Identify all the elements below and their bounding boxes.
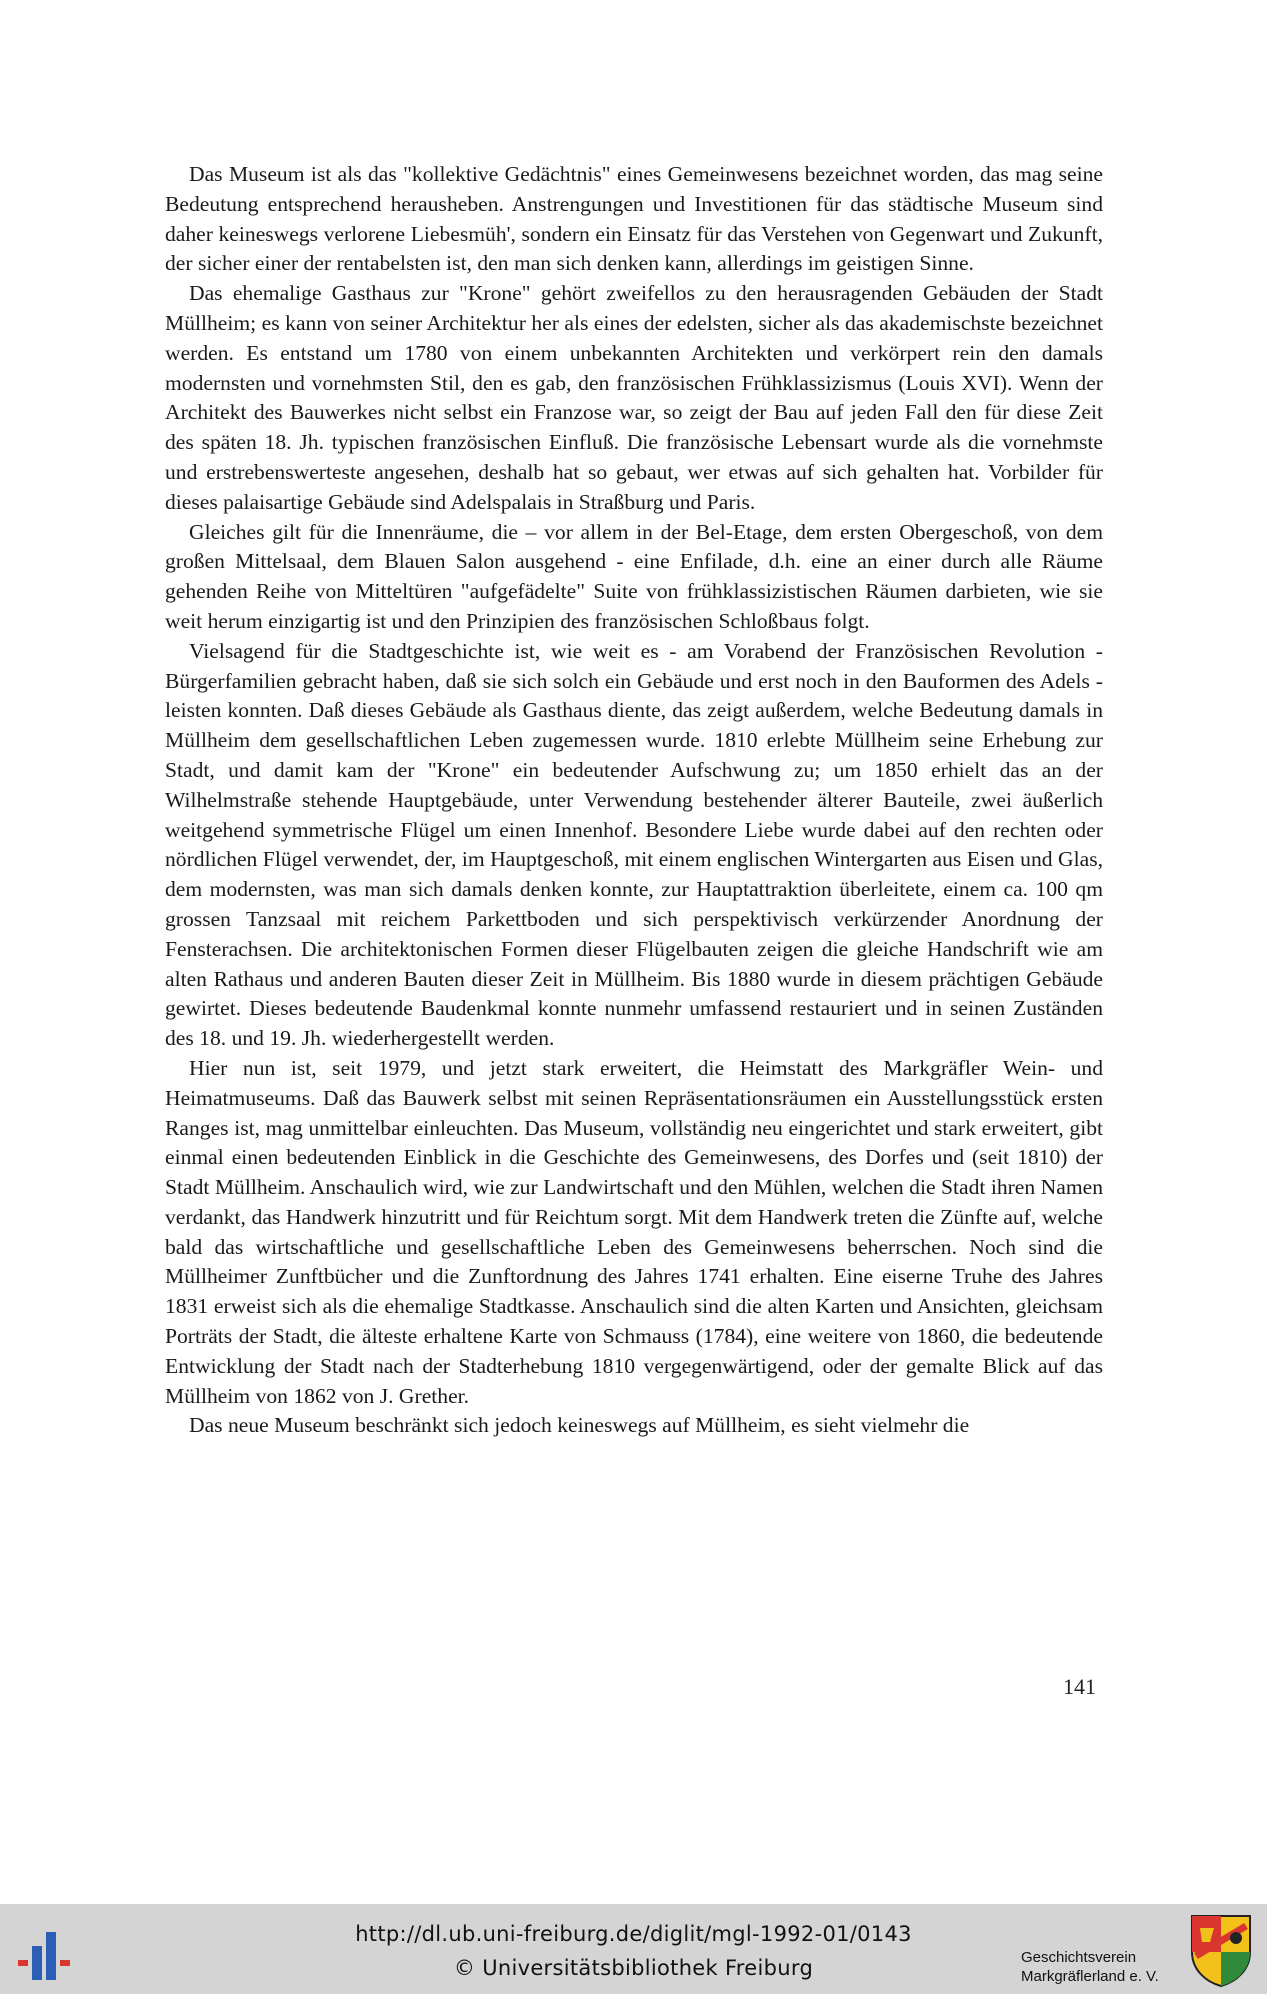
paragraph: Vielsagend für die Stadtgeschichte ist, wie weit es - am Vorabend der Französischen Revolution - Bürgerfamilien gebracht haben, daß sie sich solch ein Gebäude und erst noch in den Bauformen des Adels - leisten konnten. Daß dieses Gebäude als Gasthaus diente, das zeigt außerdem, welche Bedeutung damals in Müllheim dem gesellschaftlichen Leben zugemessen wurde. 1810 erlebte Müllheim seine Erhebung zur Stadt, und damit kam der "Krone" ein bedeutender Aufschwung zu; um 1850 erhielt das an der Wilhelmstraße stehende Hauptgebäude, unter Verwendung bestehender älterer Bauteile, zwei äußerlich weitgehend symmetrische Flügel um einen Innenhof. Besondere Liebe wurde dabei auf den rechten oder nördlichen Flügel verwendet, der, im Hauptgeschoß, mit einem englischen Wintergarten aus Eisen und Glas, dem modernsten, was man sich damals denken konnte, zur Hauptattraktion überleitete, einem ca. 100 qm grossen Tanzsaal mit reichem Parkettboden und sich perspektivisch verkürzender Anordnung der Fensterachsen. Die architektonischen Formen dieser Flügelbauten zeigen die gleiche Handschrift wie am alten Rathaus und anderen Bauten dieser Zeit in Müllheim. Bis 1880 wurde in diesem prächtigen Gebäude gewirtet. Dieses bedeutende Baudenkmal konnte nunmehr umfassend restauriert und in seinen Zuständen des 18. und 19. Jh. wiederhergestellt werden. (165, 638, 1103, 1051)
society-name-line1: Geschichtsverein (1021, 1949, 1137, 1966)
coat-of-arms-icon (1188, 1912, 1254, 1988)
article-text (165, 160, 1103, 1441)
paragraph: Hier nun ist, seit 1979, und jetzt stark erweitert, die Heimstatt des Markgräfler Wein- und Heimatmuseums. Daß das Bauwerk selbst mit seinen Repräsentationsräumen ein Ausstellungsstück ersten Ranges ist, mag unmittelbar einleuchten. Das Museum, vollständig neu eingerichtet und stark erweitert, gibt einmal einen bedeutenden Einblick in die Geschichte des Gemeinwesens, des Dorfes und (seit 1810) der Stadt Müllheim. Anschaulich wird, wie zur Landwirtschaft und den Mühlen, welchen die Stadt ihren Namen verdankt, das Handwerk hinzutritt und für Reichtum sorgt. Mit dem Handwerk treten die Zünfte auf, welche bald das wirtschaftliche und gesellschaftliche Leben des Gemeinwesens beherrschen. Noch sind die Müllheimer Zunftbücher und die Zunftordnung des Jahres 1741 erhalten. Eine eiserne Truhe des Jahres 1831 erweist sich als die ehemalige Stadtkasse. Anschaulich sind die alten Karten und Ansichten, gleichsam Porträts der Stadt, die älteste erhaltene Karte von Schmauss (1784), eine weitere von 1860, die bedeutende Entwicklung der Stadt nach der Stadterhebung 1810 vergegenwärtigend, oder der gemalte Blick auf das Müllheim von 1862 von J. Grether. (165, 1055, 1103, 1408)
page-number: 141 (1063, 1674, 1096, 1699)
source-url-link[interactable]: http://dl.ub.uni-freiburg.de/diglit/mgl-1992-01/0143 (355, 1922, 912, 1946)
paragraph: Das ehemalige Gasthaus zur "Krone" gehört zweifellos zu den herausragenden Gebäuden der Stadt Müllheim; es kann von seiner Architektur her als eines der edelsten, sicher als das akademischste bezeichnet werden. Es entstand um 1780 von einem unbekannten Architekten und verkörpert rein den damals modernsten und vornehmsten Stil, den es gab, den französischen Frühklassizismus (Louis XVI). Wenn der Architekt des Bauwerkes nicht selbst ein Franzose war, so zeigt der Bau auf jeden Fall den für diese Zeit des späten 18. Jh. typischen französischen Einfluß. Die französische Lebensart wurde als die vornehmste und erstrebenswerteste angesehen, deshalb hat so gebaut, wer etwas auf sich gehalten hat. Vorbilder für dieses palaisartige Gebäude sind Adelspalais in Straßburg und Paris. (165, 281, 1103, 514)
society-name-line2: Markgräflerland e. V. (1021, 1968, 1159, 1985)
paragraph: Gleiches gilt für die Innenräume, die – vor allem in der Bel-Etage, dem ersten Obergeschoß, von dem großen Mittelsaal, dem Blauen Salon ausgehend - eine Enfilade, d.h. eine an einer durch alle Räume gehenden Reihe von Mitteltüren "aufgefädelte" Suite von frühklassizistischen Räumen darbieten, wie sie weit herum einzigartig ist und den Prinzipien des französischen Schloßbaus folgt. (165, 519, 1103, 633)
paragraph: Das neue Museum beschränkt sich jedoch keineswegs auf Müllheim, es sieht vielmehr die (189, 1413, 970, 1438)
copyright-notice: © Universitätsbibliothek Freiburg (453, 1956, 814, 1980)
paragraph: Das Museum ist als das "kollektive Gedächtnis" eines Gemeinwesens bezeichnet worden, das mag seine Bedeutung entsprechend herausheben. Anstrengungen und Investitionen für das städtische Museum sind daher keineswegs verlorene Liebesmüh', sondern ein Einsatz für das Verstehen von Gegenwart und Zukunft, der sicher einer der rentabelsten ist, den man sich denken kann, allerdings im geistigen Sinne. (165, 162, 1103, 276)
society-name (1021, 1948, 1191, 1986)
footer-bar (0, 1904, 1267, 1994)
